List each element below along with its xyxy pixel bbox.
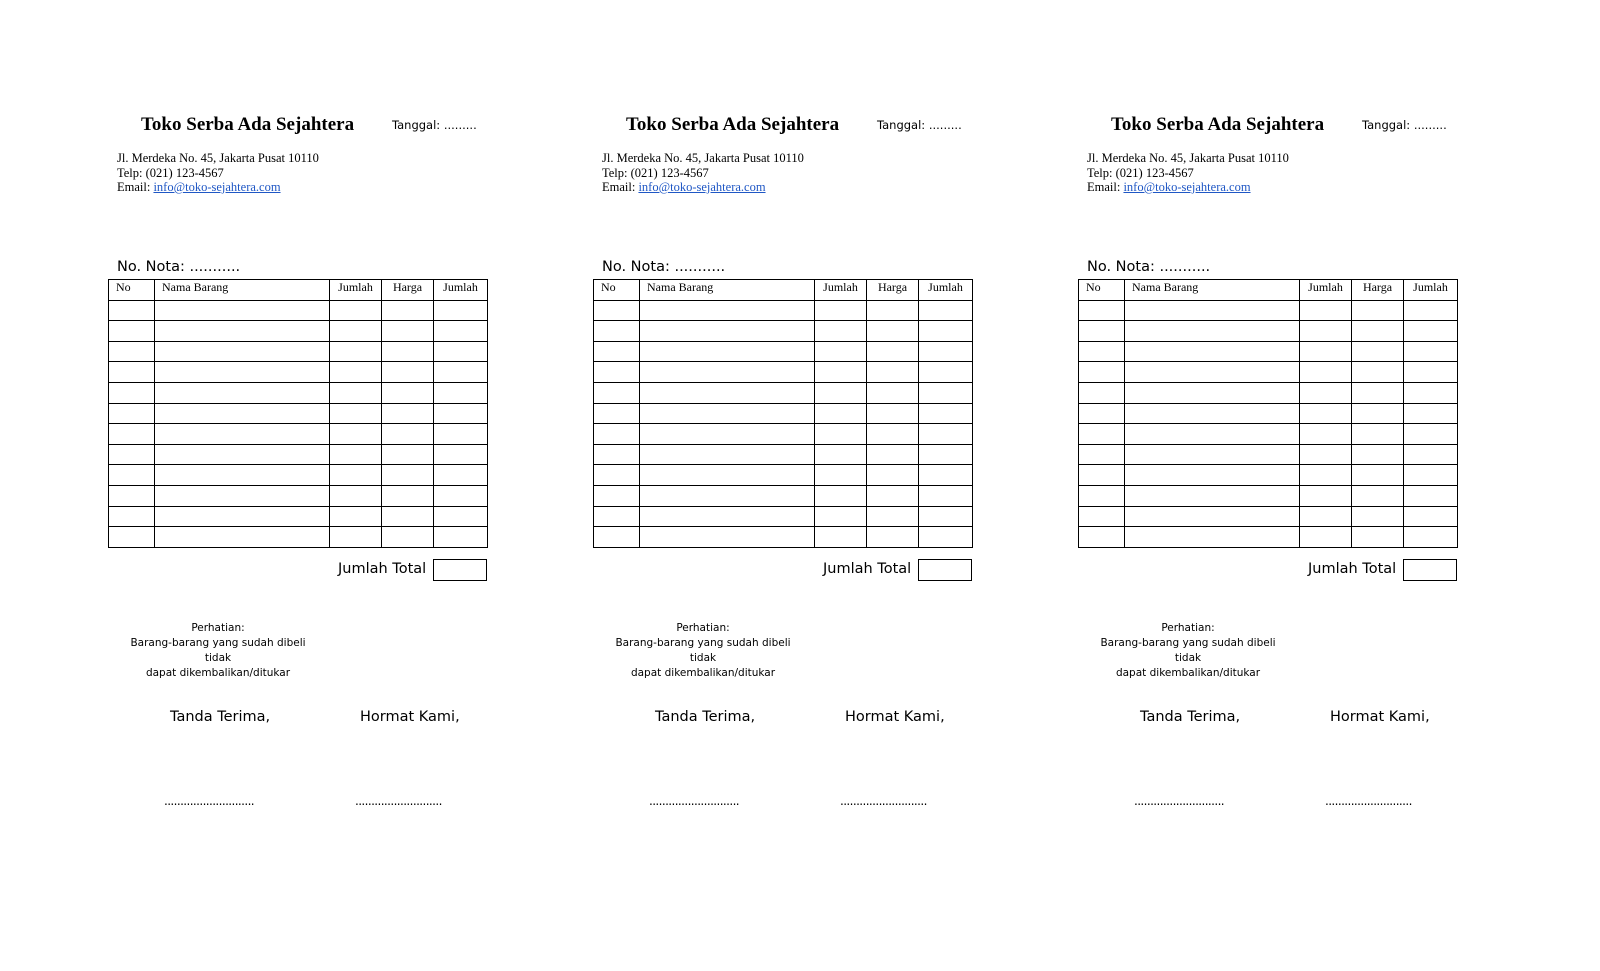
table-cell [640, 300, 815, 321]
table-cell [330, 321, 382, 342]
store-name: Toko Serba Ada Sejahtera [626, 114, 840, 135]
notice-line: dapat dikembalikan/ditukar [1115, 667, 1261, 679]
table-cell [109, 300, 155, 321]
table-row [109, 341, 488, 362]
table-row [109, 403, 488, 424]
column-header-price: Harga [1352, 280, 1404, 301]
table-cell [434, 444, 488, 465]
notice [603, 621, 803, 681]
table-cell [109, 424, 155, 445]
table-cell [594, 465, 640, 486]
table-cell [919, 424, 973, 445]
table-cell [1352, 341, 1404, 362]
email-label: Email: [117, 180, 154, 194]
column-header-item-name: Nama Barang [1125, 280, 1300, 301]
table-cell [815, 362, 867, 383]
receiver-label: Tanda Terima, [655, 709, 756, 725]
table-row [594, 382, 973, 403]
table-cell [594, 382, 640, 403]
date-field: Tanggal: ......... [392, 118, 477, 132]
table-cell [1404, 300, 1458, 321]
table-row [1079, 506, 1458, 527]
table-cell [1404, 424, 1458, 445]
table-cell [1300, 341, 1352, 362]
items-table [108, 279, 488, 548]
table-cell [594, 341, 640, 362]
table-cell [1300, 300, 1352, 321]
table-cell [640, 527, 815, 548]
table-cell [155, 403, 330, 424]
table-cell [155, 485, 330, 506]
table-cell [867, 341, 919, 362]
table-row [109, 527, 488, 548]
table-cell [382, 403, 434, 424]
table-cell [867, 506, 919, 527]
table-cell [1352, 506, 1404, 527]
notice [118, 621, 318, 681]
table-row [594, 424, 973, 445]
notice-title: Perhatian: [1161, 622, 1215, 634]
receipt-form [108, 0, 528, 971]
table-cell [109, 362, 155, 383]
table-cell [155, 465, 330, 486]
table-cell [640, 424, 815, 445]
table-cell [1079, 485, 1125, 506]
table-cell [1404, 465, 1458, 486]
table-cell [155, 382, 330, 403]
table-cell [382, 444, 434, 465]
table-row [109, 485, 488, 506]
sender-signature-line: ........................... [840, 794, 927, 808]
table-cell [1125, 341, 1300, 362]
table-cell [594, 444, 640, 465]
table-cell [1079, 341, 1125, 362]
column-header-item-name: Nama Barang [640, 280, 815, 301]
table-cell [919, 506, 973, 527]
table-cell [155, 341, 330, 362]
table-cell [1352, 382, 1404, 403]
table-cell [1125, 485, 1300, 506]
table-cell [867, 382, 919, 403]
table-cell [1404, 506, 1458, 527]
table-cell [919, 300, 973, 321]
table-row [1079, 321, 1458, 342]
table-cell [1352, 527, 1404, 548]
notice-line: Barang-barang yang sudah dibeli tidak [615, 637, 791, 664]
total-label: Jumlah Total [823, 561, 912, 577]
receiver-label: Tanda Terima, [1140, 709, 1241, 725]
sender-signature-line: ........................... [1325, 794, 1412, 808]
table-row [109, 465, 488, 486]
table-cell [1079, 465, 1125, 486]
table-cell [109, 321, 155, 342]
table-row [1079, 424, 1458, 445]
table-row [109, 300, 488, 321]
notice-line: Barang-barang yang sudah dibeli tidak [130, 637, 306, 664]
table-row [594, 527, 973, 548]
table-cell [330, 362, 382, 383]
table-cell [640, 341, 815, 362]
notice-line: dapat dikembalikan/ditukar [145, 667, 291, 679]
email-label: Email: [602, 180, 639, 194]
store-address: Jl. Merdeka No. 45, Jakarta Pusat 10110 [1087, 151, 1289, 165]
table-cell [919, 382, 973, 403]
table-cell [919, 321, 973, 342]
table-cell [1352, 444, 1404, 465]
table-row [1079, 403, 1458, 424]
store-email-row [1087, 180, 1289, 195]
table-cell [1300, 424, 1352, 445]
table-cell [594, 300, 640, 321]
table-row [594, 300, 973, 321]
column-header-no: No [594, 280, 640, 301]
table-cell [434, 403, 488, 424]
table-row [109, 382, 488, 403]
table-cell [815, 300, 867, 321]
table-cell [867, 321, 919, 342]
table-row [1079, 485, 1458, 506]
table-cell [594, 321, 640, 342]
table-cell [382, 465, 434, 486]
table-row [1079, 465, 1458, 486]
table-row [594, 506, 973, 527]
notice-line: Barang-barang yang sudah dibeli tidak [1100, 637, 1276, 664]
table-cell [1352, 362, 1404, 383]
column-header-amount: Jumlah [434, 280, 488, 301]
total-value-box [918, 559, 972, 581]
column-header-amount: Jumlah [919, 280, 973, 301]
table-cell [330, 465, 382, 486]
table-cell [434, 506, 488, 527]
table-cell [1125, 403, 1300, 424]
store-phone: Telp: (021) 123-4567 [117, 165, 224, 180]
table-header-row [109, 280, 488, 301]
table-cell [1125, 321, 1300, 342]
items-table [593, 279, 973, 548]
receiver-signature-line: ............................ [649, 794, 740, 808]
table-header-row [1079, 280, 1458, 301]
table-row [109, 424, 488, 445]
table-cell [382, 485, 434, 506]
table-cell [155, 321, 330, 342]
store-address: Jl. Merdeka No. 45, Jakarta Pusat 10110 [602, 151, 804, 165]
receiver-label: Tanda Terima, [170, 709, 271, 725]
table-cell [1404, 527, 1458, 548]
table-cell [1300, 321, 1352, 342]
table-cell [1125, 300, 1300, 321]
table-cell [109, 382, 155, 403]
table-row [1079, 362, 1458, 383]
table-cell [640, 465, 815, 486]
table-cell [1404, 485, 1458, 506]
table-cell [919, 485, 973, 506]
table-cell [1079, 403, 1125, 424]
receiver-signature-line: ............................ [1134, 794, 1225, 808]
table-cell [1300, 382, 1352, 403]
table-cell [155, 527, 330, 548]
table-cell [109, 465, 155, 486]
table-row [594, 362, 973, 383]
table-cell [434, 321, 488, 342]
table-row [594, 465, 973, 486]
table-cell [1352, 403, 1404, 424]
table-row [594, 321, 973, 342]
table-cell [1125, 444, 1300, 465]
column-header-item-name: Nama Barang [155, 280, 330, 301]
table-cell [1404, 403, 1458, 424]
store-phone: Telp: (021) 123-4567 [1087, 165, 1194, 180]
invoice-number: No. Nota: ........... [602, 259, 726, 275]
table-row [109, 506, 488, 527]
table-cell [382, 527, 434, 548]
table-cell [109, 444, 155, 465]
total-label: Jumlah Total [1308, 561, 1397, 577]
table-cell [155, 424, 330, 445]
table-cell [1079, 321, 1125, 342]
table-cell [594, 403, 640, 424]
column-header-no: No [1079, 280, 1125, 301]
table-cell [919, 527, 973, 548]
table-cell [919, 362, 973, 383]
table-cell [330, 382, 382, 403]
table-cell [330, 403, 382, 424]
table-cell [155, 506, 330, 527]
store-name: Toko Serba Ada Sejahtera [141, 114, 355, 135]
table-cell [867, 444, 919, 465]
table-cell [1404, 382, 1458, 403]
table-cell [330, 341, 382, 362]
table-cell [594, 485, 640, 506]
table-cell [867, 485, 919, 506]
table-cell [1125, 382, 1300, 403]
table-cell [330, 424, 382, 445]
table-row [1079, 300, 1458, 321]
table-cell [1125, 465, 1300, 486]
table-cell [434, 424, 488, 445]
table-cell [434, 485, 488, 506]
table-cell [382, 424, 434, 445]
table-cell [1300, 465, 1352, 486]
table-row [594, 485, 973, 506]
sender-label: Hormat Kami, [1330, 709, 1430, 725]
total-value-box [1403, 559, 1457, 581]
table-cell [919, 403, 973, 424]
table-cell [330, 527, 382, 548]
table-cell [109, 403, 155, 424]
table-cell [1079, 444, 1125, 465]
table-cell [594, 527, 640, 548]
table-row [1079, 444, 1458, 465]
table-cell [1404, 444, 1458, 465]
table-cell [1079, 506, 1125, 527]
table-cell [1404, 321, 1458, 342]
table-cell [640, 444, 815, 465]
table-row [109, 362, 488, 383]
table-cell [867, 465, 919, 486]
table-header-row [594, 280, 973, 301]
table-cell [867, 362, 919, 383]
table-cell [640, 382, 815, 403]
table-row [1079, 382, 1458, 403]
table-cell [1404, 341, 1458, 362]
table-row [594, 341, 973, 362]
column-header-price: Harga [867, 280, 919, 301]
email-label: Email: [1087, 180, 1124, 194]
date-field: Tanggal: ......... [1362, 118, 1447, 132]
table-cell [109, 506, 155, 527]
table-row [594, 403, 973, 424]
table-cell [815, 527, 867, 548]
table-row [1079, 341, 1458, 362]
notice-title: Perhatian: [676, 622, 730, 634]
table-cell [434, 362, 488, 383]
table-row [109, 444, 488, 465]
store-email-row [117, 180, 319, 195]
table-cell [330, 506, 382, 527]
table-cell [919, 341, 973, 362]
notice [1088, 621, 1288, 681]
table-cell [919, 444, 973, 465]
table-cell [434, 382, 488, 403]
store-address: Jl. Merdeka No. 45, Jakarta Pusat 10110 [117, 151, 319, 165]
table-cell [1300, 403, 1352, 424]
table-cell [155, 444, 330, 465]
invoice-number: No. Nota: ........... [117, 259, 241, 275]
store-email-row [602, 180, 804, 195]
column-header-quantity: Jumlah [815, 280, 867, 301]
table-cell [1125, 527, 1300, 548]
column-header-amount: Jumlah [1404, 280, 1458, 301]
table-cell [815, 341, 867, 362]
table-cell [867, 527, 919, 548]
table-cell [1352, 465, 1404, 486]
table-cell [109, 341, 155, 362]
table-cell [594, 424, 640, 445]
table-cell [919, 465, 973, 486]
table-cell [1300, 506, 1352, 527]
notice-line: dapat dikembalikan/ditukar [630, 667, 776, 679]
total-value-box [433, 559, 487, 581]
table-cell [109, 485, 155, 506]
table-cell [1125, 506, 1300, 527]
table-cell [1079, 527, 1125, 548]
table-cell [867, 403, 919, 424]
table-cell [815, 465, 867, 486]
sender-signature-line: ........................... [355, 794, 442, 808]
email-link[interactable]: info@toko-sejahtera.com [1123, 180, 1251, 194]
table-cell [867, 300, 919, 321]
table-cell [640, 321, 815, 342]
table-cell [382, 382, 434, 403]
table-cell [1125, 424, 1300, 445]
email-link[interactable]: info@toko-sejahtera.com [638, 180, 766, 194]
table-cell [1352, 424, 1404, 445]
table-cell [382, 362, 434, 383]
store-contact [1087, 151, 1289, 195]
table-cell [640, 506, 815, 527]
table-cell [815, 444, 867, 465]
table-cell [867, 424, 919, 445]
total-label: Jumlah Total [338, 561, 427, 577]
table-cell [815, 485, 867, 506]
table-cell [815, 506, 867, 527]
table-cell [594, 362, 640, 383]
table-cell [434, 300, 488, 321]
table-cell [155, 362, 330, 383]
receipt-form [593, 0, 1013, 971]
table-cell [640, 403, 815, 424]
table-cell [382, 341, 434, 362]
table-cell [1404, 362, 1458, 383]
date-field: Tanggal: ......... [877, 118, 962, 132]
store-contact [117, 151, 319, 195]
table-cell [382, 321, 434, 342]
items-table [1078, 279, 1458, 548]
table-cell [1079, 362, 1125, 383]
table-cell [1125, 362, 1300, 383]
store-phone: Telp: (021) 123-4567 [602, 165, 709, 180]
table-cell [434, 527, 488, 548]
table-cell [640, 485, 815, 506]
column-header-price: Harga [382, 280, 434, 301]
table-cell [1079, 424, 1125, 445]
table-cell [1352, 321, 1404, 342]
table-cell [815, 403, 867, 424]
table-cell [330, 300, 382, 321]
table-cell [434, 465, 488, 486]
table-cell [1300, 485, 1352, 506]
column-header-quantity: Jumlah [1300, 280, 1352, 301]
receipt-form [1078, 0, 1498, 971]
table-cell [1300, 362, 1352, 383]
table-cell [1079, 300, 1125, 321]
table-cell [815, 321, 867, 342]
table-cell [594, 506, 640, 527]
table-cell [382, 506, 434, 527]
table-cell [330, 444, 382, 465]
store-name: Toko Serba Ada Sejahtera [1111, 114, 1325, 135]
table-cell [815, 382, 867, 403]
column-header-no: No [109, 280, 155, 301]
table-cell [640, 362, 815, 383]
table-cell [434, 341, 488, 362]
table-cell [330, 485, 382, 506]
receiver-signature-line: ............................ [164, 794, 255, 808]
table-cell [1352, 300, 1404, 321]
table-row [594, 444, 973, 465]
table-cell [1079, 382, 1125, 403]
column-header-quantity: Jumlah [330, 280, 382, 301]
table-cell [1300, 444, 1352, 465]
sender-label: Hormat Kami, [360, 709, 460, 725]
table-cell [1300, 527, 1352, 548]
email-link[interactable]: info@toko-sejahtera.com [153, 180, 281, 194]
table-cell [155, 300, 330, 321]
invoice-number: No. Nota: ........... [1087, 259, 1211, 275]
table-cell [1352, 485, 1404, 506]
store-contact [602, 151, 804, 195]
notice-title: Perhatian: [191, 622, 245, 634]
table-row [109, 321, 488, 342]
table-row [1079, 527, 1458, 548]
table-cell [382, 300, 434, 321]
table-cell [109, 527, 155, 548]
sender-label: Hormat Kami, [845, 709, 945, 725]
table-cell [815, 424, 867, 445]
